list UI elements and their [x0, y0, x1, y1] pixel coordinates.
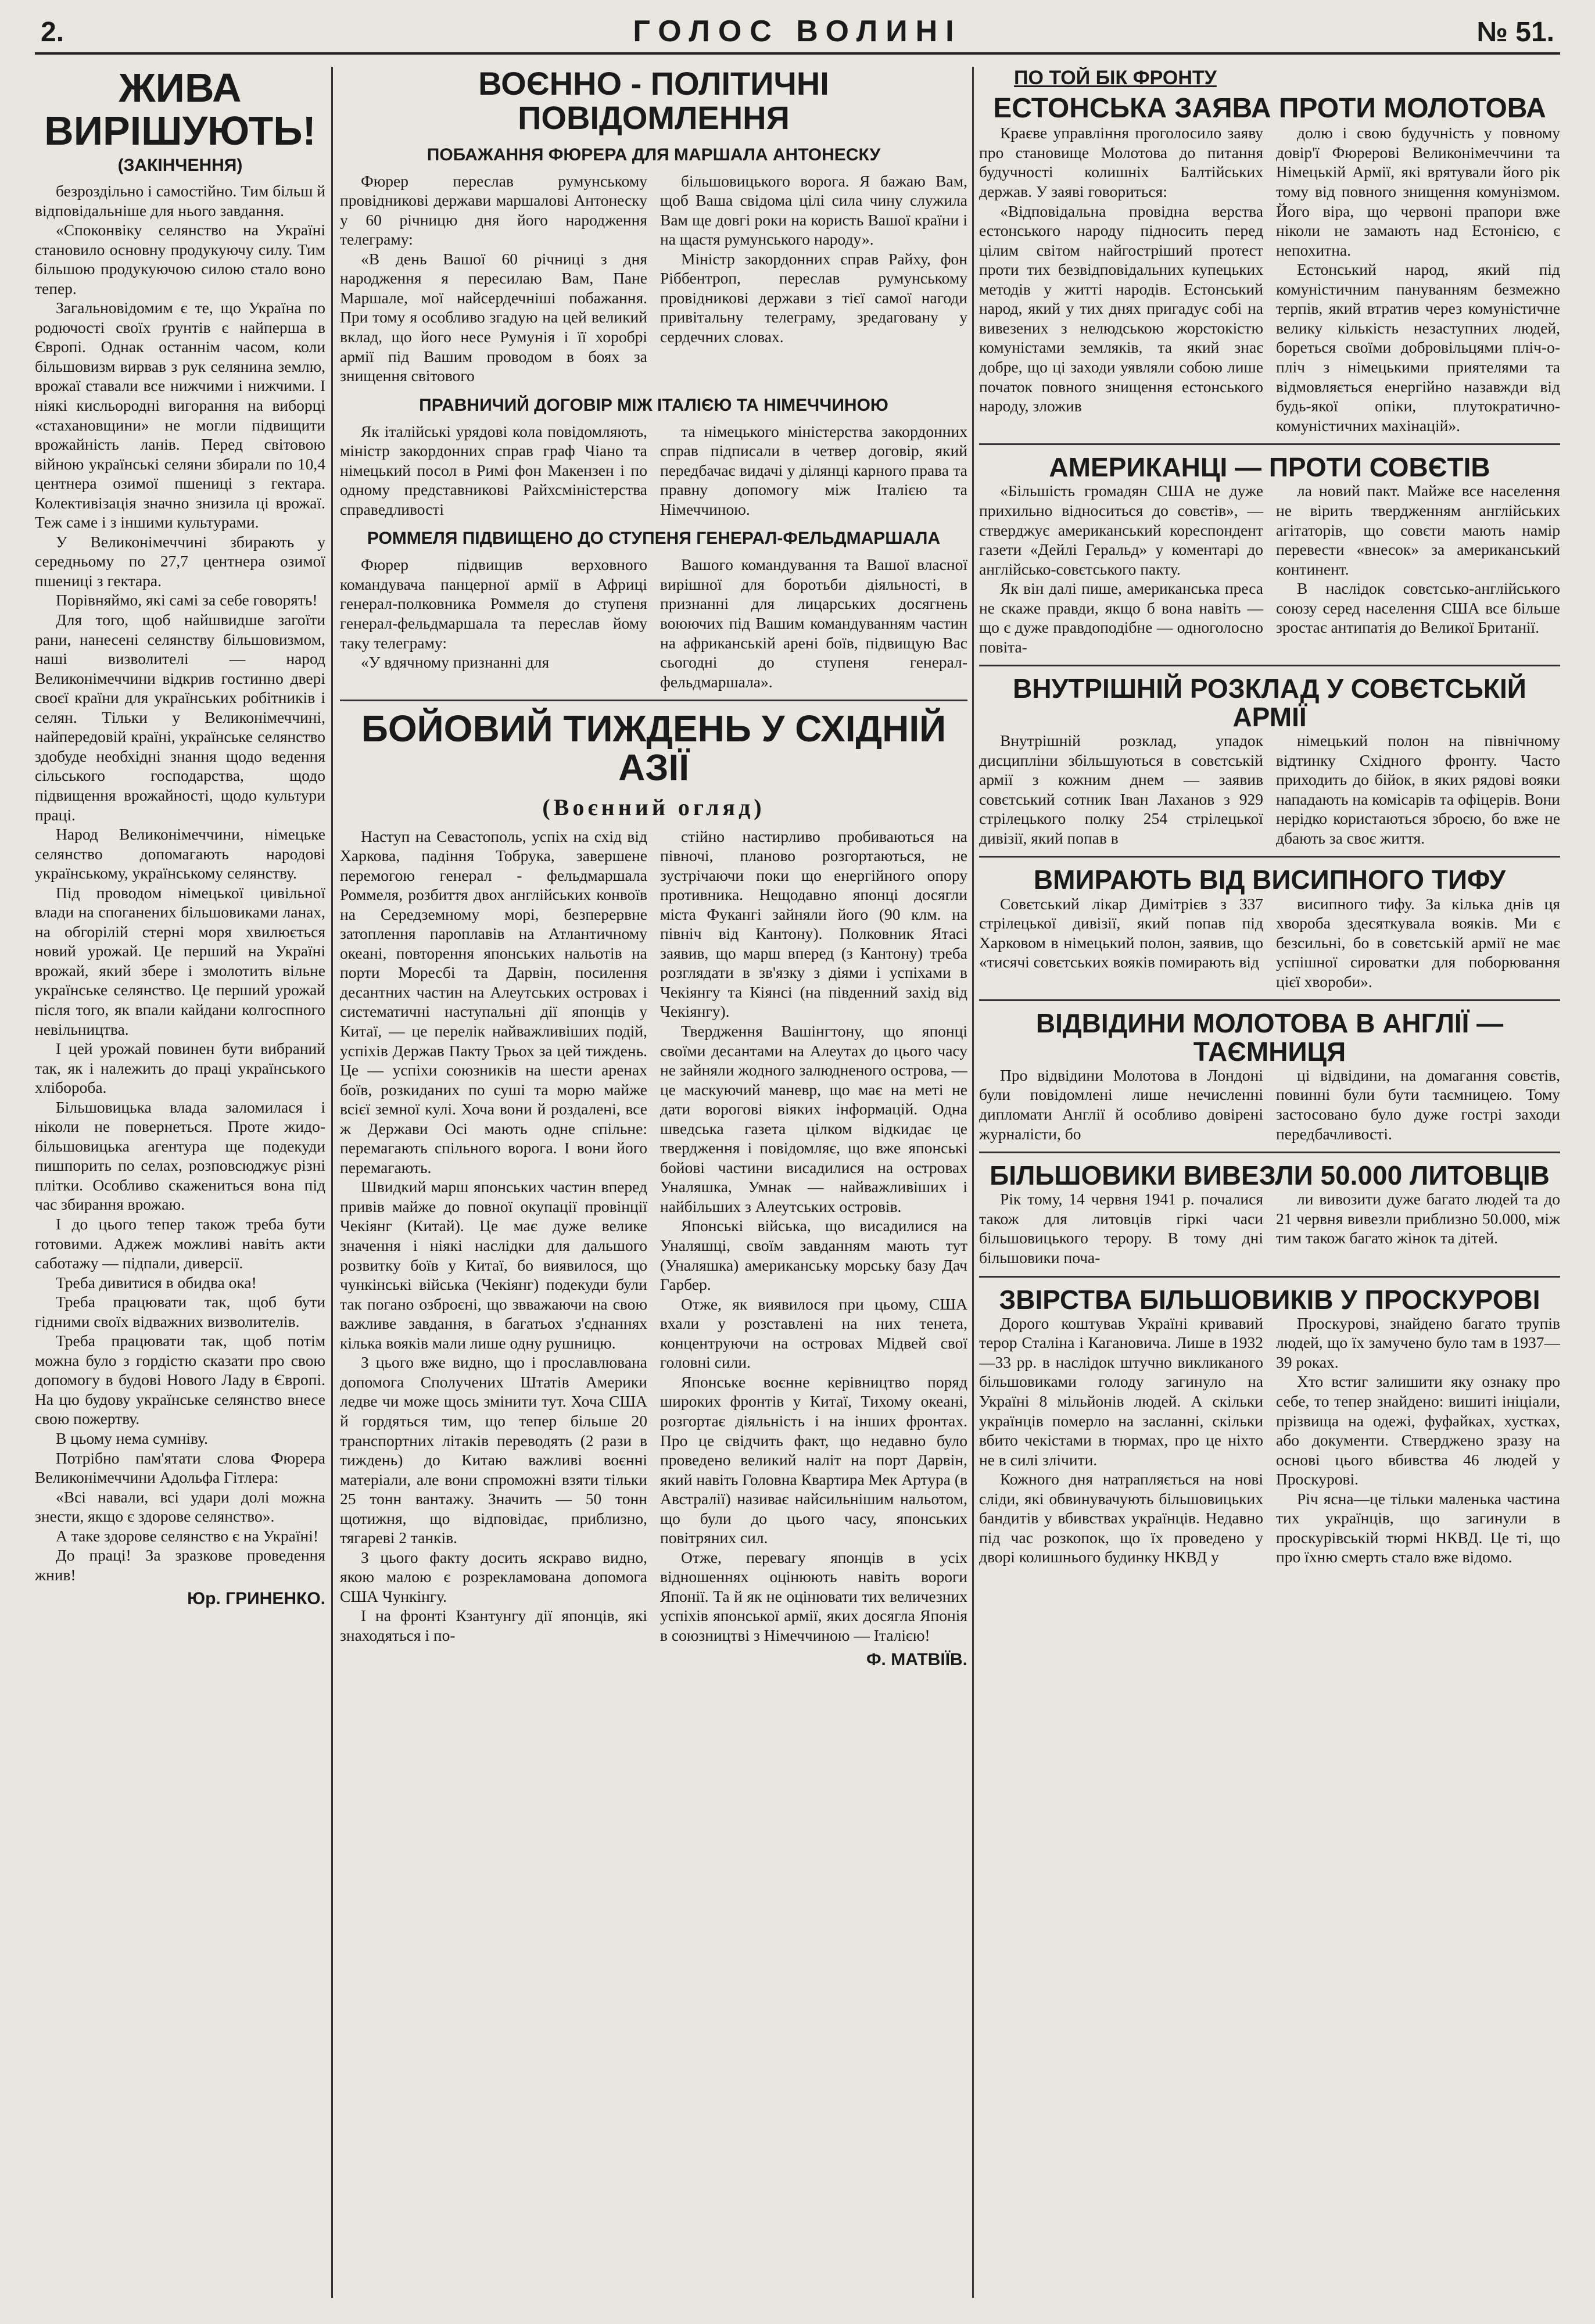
text-column [979, 1066, 1263, 1143]
masthead-bar [35, 12, 1560, 55]
paragraph: Фюрер переслав румунському провідникові держави маршалові Антонеску у 60 річницю дня його народження телеграму: [340, 171, 647, 249]
article-body [979, 1189, 1560, 1267]
paragraph: Народ Великонімеччини, німецьке селянство допомагають народові українському, українському селянству. [35, 825, 325, 883]
paragraph: Рік тому, 14 червня 1941 р. почалися також для литовців гіркі часи більшовицького терору. В тому дні більшовики поча- [979, 1190, 1263, 1267]
text-column [660, 827, 967, 1645]
masthead-title: ГОЛОС ВОЛИНІ [633, 15, 962, 48]
text-column [340, 555, 647, 691]
article-body [340, 827, 967, 1645]
paragraph: стійно настирливо пробиваються на півночі, планово розгортаються, не зустрічаючи поки що енергійного опору противника. Нещодавно японці досягли міста Фукангі зайняли його (90 клм. на північ від Кантону). Полковник Ятасі заявив, що марш вперед (з Кантону) треба розглядати в зв'язку з діями і успіхами в Чекіянгу та Кіянсі (на південний захід від Чекіянгу). [660, 827, 967, 1021]
paragraph: Японське воєнне керівництво поряд широких фронтів у Китаї, Тихому океані, розгортає діяльність і на інших фронтах. Про це свідчить факт, що недавно було проведено великий наліт на порт Дарвін, який навіть Головна Квартира Мек Артура (в Австралії) називає найсильнішим нальотом, що були до цього часу, японських повітряних сил. [660, 1372, 967, 1547]
text-column [1276, 731, 1560, 848]
paragraph: Фюрер підвищив верховного командувача панцерної армії в Африці генерал-полковника Роммеля до ступеня генерал-фельдмаршала та переслав йому таку телеграму: [340, 555, 647, 652]
paragraph: А таке здорове селянство є на Україні! [56, 1526, 319, 1545]
paragraph: І до цього тепер також треба бути готовими. Аджеж можливі навіть акти саботажу — підпали, диверсії. [35, 1214, 325, 1272]
paragraph: Естонський народ, який під комуністичним пануванням безмежно терпів, який втратив через комуністичне велику кількість незаступних людей, бореться своїми добровільцями пліч-о-пліч з німецькими приятелями та відмовляється енергійно назавжди від будь-якої опіки, плутократично-комуністичних махінацій». [1276, 260, 1560, 435]
news-body [340, 171, 967, 386]
column-rule [331, 67, 333, 2298]
text-column [1276, 481, 1560, 657]
divider [979, 1152, 1560, 1153]
divider [979, 999, 1560, 1001]
issue-number: № 51. [1476, 17, 1554, 48]
paragraph: Під проводом німецької цивільної влади на споганених більшовиками ланах, на обгорілій стерні моря хвилюється новий урожай. Це перший на Україні врожай, який збере і змолотить вільне українське селянство. Це перший урожай після того, як впали кайдани колгоспного невільництва. [35, 883, 325, 1038]
divider [340, 700, 967, 701]
article-title: БІЛЬШОВИКИ ВИВЕЗЛИ 50.000 ЛИТОВЦІВ [990, 1160, 1550, 1191]
paragraph: Проскурові, знайдено багато трупів людей, що їх замучено було там в 1937—39 роках. [1276, 1314, 1560, 1371]
paragraph: Отже, як виявилося при цьому, США вхали у розставлені на них тенета, концентруючи на островах Мідвей свої головні сили. [660, 1294, 967, 1372]
paragraph: німецький полон на північному відтинку Східного фронту. Часто приходить до бійок, в яких рядові вояки нападають на комісарів та офіцерів. Вони нерідко користаються зброєю, бо вже не дбають за своє життя. [1276, 731, 1560, 847]
divider [979, 1276, 1560, 1278]
paragraph: У Великонімеччині збирають у середньому по 27,7 центнера озимої пшениці з гектара. [35, 532, 325, 590]
paragraph: Совєтський лікар Димітрієв з 337 стрілецької дивізії, який попав під Харковом в німецький полон, заявив, що «тисячі совєтських вояків помирають від [979, 894, 1263, 971]
paragraph: До праці! За зразкове проведення жнив! [35, 1546, 325, 1584]
text-column [979, 894, 1263, 992]
news-body [340, 422, 967, 519]
paragraph: «Споконвіку селянство на Україні становило основну продукуючу силу. Тим більшою продукуючою силою стало воно тепер. [35, 221, 325, 297]
text-column [979, 1314, 1263, 1567]
text-column [1276, 123, 1560, 435]
article-title: АМЕРИКАНЦІ — ПРОТИ СОВЄТІВ [1049, 452, 1490, 483]
paragraph: ли вивозити дуже багато людей та до 21 червня вивезли приблизно 50.000, між тим також багато жінок та дітей. [1276, 1190, 1560, 1247]
paragraph: Загальновідомим є те, що Україна по родючості своїх ґрунтів є найперша в Європі. Однак останнім часом, коли більшовизм вирвав з рук селянина землю, врожаї ставали все нижчими і нижчими. І ніякі кисльородні вигорання на виборці «стахановщини» не могли підвищити врожайність ланів. Перед світовою війною українські селяни збирали по 10,4 центнера озимої пшениці з гектара. Колективізація значно знизила ці врожаї. Теж саме і з іншими культурами. [35, 299, 325, 532]
paragraph: Про відвідини Молотова в Лондоні були повідомлені лише нечисленні дипломати Англії й особливо довірені журналісти, бо [979, 1066, 1263, 1143]
article-body [979, 731, 1560, 848]
paragraph: Як він далі пише, американська преса не скаже правди, якщо б вона навіть — що є дуже правдоподібне — одноголосно повіта- [979, 579, 1263, 656]
paragraph: Дорого коштував Україні кривавий терор Сталіна і Кагановича. Лише в 1932—33 рр. в наслідок штучно викликаного більшовиками голоду загинуло на Україні 8 мільйонів людей. А скільки українців померло на засланні, скільки вбито чекістами в тюрмах, про це ніхто не в силі злічити. [979, 1314, 1263, 1469]
paragraph: більшовицького ворога. Я бажаю Вам, щоб Ваша свідома цілі сила чину служила Вам ще довгі роки на користь Вашої країни і на щастя румунського народу». [660, 171, 967, 249]
paragraph: Порівняймо, які самі за себе говорять! [56, 591, 318, 609]
column-rule [972, 67, 974, 2298]
page-number: 2. [41, 17, 64, 48]
text-column [979, 123, 1263, 435]
divider [979, 856, 1560, 858]
paragraph: І на фронті Кзантунгу дії японців, які знаходяться і по- [340, 1606, 647, 1644]
paragraph: «В день Вашої 60 річниці з дня народження я пересилаю Вам, Пане Маршале, мої найсердечніші побажання. При тому я особливо згадую на цей великий вклад, що його несе Румунія і її хоробрі армії під Вашим проводом в боях за знищення світового [340, 249, 647, 385]
article-body [35, 181, 325, 1584]
paragraph: ці відвідини, на домагання совєтів, повинні були бути таємницею. Тому застосовано було дуже гострі заходи передбачливості. [1276, 1066, 1560, 1143]
article-title: ВМИРАЮТЬ ВІД ВИСИПНОГО ТИФУ [1033, 865, 1506, 895]
newspaper-page [35, 12, 1560, 2312]
paragraph: Отже, перевагу японців в усіх відношеннях оцінюють навіть вороги Японії. Та й як не оцінювати тих величезних успіхів японської армії, яких досягла Японія в союзництві з Німеччиною — Італією! [660, 1548, 967, 1644]
article-title: ЗВІРСТВА БІЛЬШОВИКІВ У ПРОСКУРОВІ [999, 1284, 1540, 1315]
paragraph: І цей урожай повинен бути вибраний так, як і належить до праці українського хлібороба. [35, 1039, 325, 1097]
paragraph: Краєве управління проголосило заяву про становище Молотова до питання будучності колишніх Балтійських держав. У заяві говориться: [979, 124, 1263, 201]
article-title: ЖИВА ВИРІШУЮТЬ! [44, 67, 316, 153]
column-right [979, 67, 1560, 2304]
paragraph: Треба працювати так, щоб бути гідними своїх відважних визволителів. [35, 1293, 325, 1330]
paragraph: «Всі навали, всі удари долі можна знести, якщо є здорове селянство». [35, 1487, 325, 1526]
paragraph: ла новий пакт. Майже все населення не вірить твердженням англійських агітаторів, що совєти мають намір перевести «внесок» за американський континент. [1276, 482, 1560, 578]
news-heading: ПОБАЖАННЯ ФЮРЕРА ДЛЯ МАРШАЛА АНТОНЕСКУ [426, 145, 881, 164]
article-note: (ЗАКІНЧЕННЯ) [117, 156, 243, 175]
article-title: ВНУТРІШНІЙ РОЗКЛАД У СОВЄТСЬКІЙ АРМІЇ [1013, 673, 1526, 732]
text-column [979, 481, 1263, 657]
paragraph: Треба працювати так, щоб потім можна було з гордістю сказати про свою допомогу в будові Нового Ладу в Європі. На цю будову українське селянство внесе свою пожертву. [35, 1332, 325, 1428]
text-column [979, 1189, 1263, 1267]
text-column [1276, 1314, 1560, 1567]
paragraph: З цього вже видно, що і прославлювана допомога Сполучених Штатів Америки ледве чи може щось змінити тут. Хоча США й гордяться тим, що тепер більше 20 транспортних літаків переводять (2 рази в тиждень) до Китаю важливі воєнні матеріали, але вони спроможні взяти тільки 25 тонн вантажу. Значить — 50 тонн щотижня, що відповідає, приблизно, тягареві 2 танків. [340, 1353, 647, 1547]
paragraph: Внутрішній розклад, упадок дисципліни збільшуються в совєтській армії з кожним днем — заявив совєтський сотник Іван Лаханов з 929 стрілецького полку 254 стрілецької дивізії, який попав в [979, 731, 1263, 847]
column-middle [340, 67, 967, 2304]
paragraph: Потрібно пам'ятати слова Фюрера Великонімеччини Адольфа Гітлера: [35, 1448, 325, 1487]
paragraph: Як італійські урядові кола повідомляють, міністр закордонних справ граф Чіано та німецький посол в Римі фон Макензен і по одному представникові Райхсміністерства справедливості [340, 422, 647, 518]
article-title: ВІДВІДИНИ МОЛОТОВА В АНГЛІЇ — ТАЄМНИЦЯ [1035, 1008, 1504, 1067]
column-left [35, 67, 325, 2304]
article-title: ЕСТОНСЬКА ЗАЯВА ПРОТИ МОЛОТОВА [993, 93, 1546, 124]
paragraph: «Відповідальна провідна верства естонського народу підносить перед цілим світом найгостріший протест проти тих безвідповідальних купецьких методів у житті народів. Естонський народ, який у тих днях пригадує собі на вивезених з нелюдською жорстокістю комуністами земляків, та який знає добре, що ці заходи уявляли собою лише початок повного знищення естонського народу, зложив [979, 202, 1263, 415]
paragraph: та німецького міністерства закордонних справ підписали в четвер договір, який передбачає видачі у ділянці карного права та правну допомогу між Італією та Німеччиною. [660, 422, 967, 518]
article-title: БОЙОВИЙ ТИЖДЕНЬ У СХІДНІЙ АЗІЇ [361, 708, 947, 789]
article-body [979, 894, 1560, 992]
news-body [340, 555, 967, 691]
text-column [660, 555, 967, 691]
paragraph: Вашого командування та Вашої власної вирішної для боротьби діяльності, в признанні для лицарських досягнень воюючих під Вашим командуванням частин на африканській арені боїв, підвищую Вас сьогодні до ступеня генерал-фельдмаршала». [660, 555, 967, 691]
paragraph: Швидкий марш японських частин вперед привів майже до повної окупації провінції Чекіянг (Китай). Це має дуже велике значення і ніякі наслідки для дальшого розвитку боїв у Китаї, бо виявилося, що чункінські війська (Чекіянг) подекуди були так погано озброєні, що звважаючи на свою важливе завдання, в багатьох з'єднаннях кілька вояків мали лише одну рушницю. [340, 1178, 647, 1352]
article-signature: Юр. ГРИНЕНКО. [187, 1589, 325, 1609]
article-body [979, 1066, 1560, 1143]
text-column [1276, 1066, 1560, 1143]
paragraph: долю і свою будучність у повному довір'ї Фюрерові Великонімеччини та Німецькій Армії, які врятували його рік тому від повного знищення комунізмом. Його віра, що червоні прапори вже ніколи не замають над Естонією, є непохитна. [1276, 124, 1560, 259]
text-column [660, 171, 967, 386]
divider [979, 665, 1560, 666]
text-column [1276, 894, 1560, 992]
paragraph: Більшовицька влада заломилася і ніколи не повернеться. Проте жидо-більшовицька агентура ще подекуди пишпорить по селах, розповсюджує різні плітки. Особливо скажениться вона під час збирання врожаю. [35, 1098, 325, 1214]
news-heading: ПРАВНИЧИЙ ДОГОВІР МІЖ ІТАЛІЄЮ ТА НІМЕЧЧИНОЮ [419, 395, 888, 415]
paragraph: Хто встиг залишити яку ознаку про себе, то тепер знайдено: вишиті ініціали, прізвища на одежі, фуфайках, хустках, або документи. Стверджено зразу на основі цього вбивства 46 людей у Проскурові. [1276, 1372, 1560, 1489]
paragraph: Треба дивитися в обидва ока! [56, 1273, 257, 1292]
paragraph: Японські війська, що висадилися на Уналяшці, своїм завданням мають тут (Уналяшка) американську морську базу Дач Гарбер. [660, 1217, 967, 1294]
text-column [340, 422, 647, 519]
paragraph: «Більшість громадян США не дуже прихильно відноситься до совєтів», — стверджує американський кореспондент газети «Дейлі Геральд» у коментарі до англійсько-совєтського пакту. [979, 482, 1263, 578]
text-column [660, 422, 967, 519]
article-body [979, 1314, 1560, 1567]
paragraph: З цього факту досить яскраво видно, якою малою є розрекламована допомога США Чункінгу. [340, 1548, 647, 1605]
paragraph: Кожного дня натрапляється на нові сліди, які обвинувачують більшовицьких бандитів у вбивствах українців. Недавно під час розкопок, що їх проведено у дворі колишнього будинку НКВД у [979, 1470, 1263, 1566]
paragraph: Для того, щоб найшвидше загоїти рани, нанесені селянству більшовизмом, наші визволителі — народ Великонімеччини відкрив гостинно двері своєї країни для українських робітників і селян. Тільки у Великонімеччині, найпередовій країні, українське селянство здобуде необхідні знання щодо ведення сільського господарства, щодо підвищення врожайності, щодо культури праці. [35, 611, 325, 824]
text-column [979, 731, 1263, 848]
paragraph: висипного тифу. За кілька днів ця хвороба здесяткувала вояків. Ми є безсильні, бо в совєтській армії не має успішної сироватки для поборювання цієї хвороби». [1276, 894, 1560, 991]
article-body [979, 481, 1560, 657]
paragraph: «У вдячному признанні для [361, 653, 550, 672]
text-column [340, 827, 647, 1645]
section-kicker: ПО ТОЙ БІК ФРОНТУ [1014, 67, 1217, 89]
news-heading: РОММЕЛЯ ПІДВИЩЕНО ДО СТУПЕНЯ ГЕНЕРАЛ-ФЕЛЬДМАРШАЛА [367, 529, 941, 548]
paragraph: безроздільно і самостійно. Тим більш й відповідальніше для нього завдання. [35, 182, 325, 220]
article-signature: Ф. МАТВІЇВ. [866, 1649, 967, 1669]
paragraph: В цьому нема сумніву. [56, 1429, 208, 1447]
article-subtitle: (Воєнний огляд) [542, 794, 765, 820]
text-column [340, 171, 647, 386]
paragraph: Міністр закордонних справ Райху, фон Ріббентроп, переслав румунському провідникові держави з тієї самої нагоди привітальну телеграму, зредаговану у сердечних словах. [660, 249, 967, 346]
section-title: ВОЄННО - ПОЛІТИЧНІ ПОВІДОМЛЕННЯ [478, 67, 829, 136]
paragraph: В наслідок совєтсько-англійського союзу серед населення США все більше зростає антипатія до Великої Британії. [1276, 579, 1560, 637]
paragraph: Твердження Вашінгтону, що японці своїми десантами на Алеутах до цього часу не зайняли жодного залюдненого острова, — це маскуючий маневр, що має на меті не дати ворогові віяких інформацій. Одна шведська газета цілком відкидає це твердження і повідомляє, що вже японські бойові частини висадилися на островах Уналяшка, Умнак — найважливіших і найбільших з Алеутських островів. [660, 1022, 967, 1215]
article-body [979, 123, 1560, 435]
divider [979, 443, 1560, 445]
paragraph: Наступ на Севастополь, успіх на схід від Харкова, падіння Тобрука, завершене перемогою генерал - фельдмаршала Роммеля, розбиття двох англійських конвоїв на Середземному морі, безперервне затоплення пароплавів на Атлантичному океані, повторення японських нальотів на порти Моресбі та Дарвін, посилення десантних частин на Алеутських островах і систематичні наступальні дії японців у Китаї, — це перелік найважливіших подій, успіхів Держав Пакту Трьох за цей тиждень. Це — успіхи союзників на шести аренах боїв, розкиданих по суші та морю майже всієї земної кулі. Хоча вони й роздалені, все ж Держави Осі мають одне спільне: перемагають спільного ворога. І вони його перемагають. [340, 827, 647, 1177]
paragraph: Річ ясна—це тільки маленька частина тих українців, що загинули в проскурівській тюрмі НКВД. Це ті, що про їхню смерть стало вже відомо. [1276, 1489, 1560, 1566]
text-column [1276, 1189, 1560, 1267]
